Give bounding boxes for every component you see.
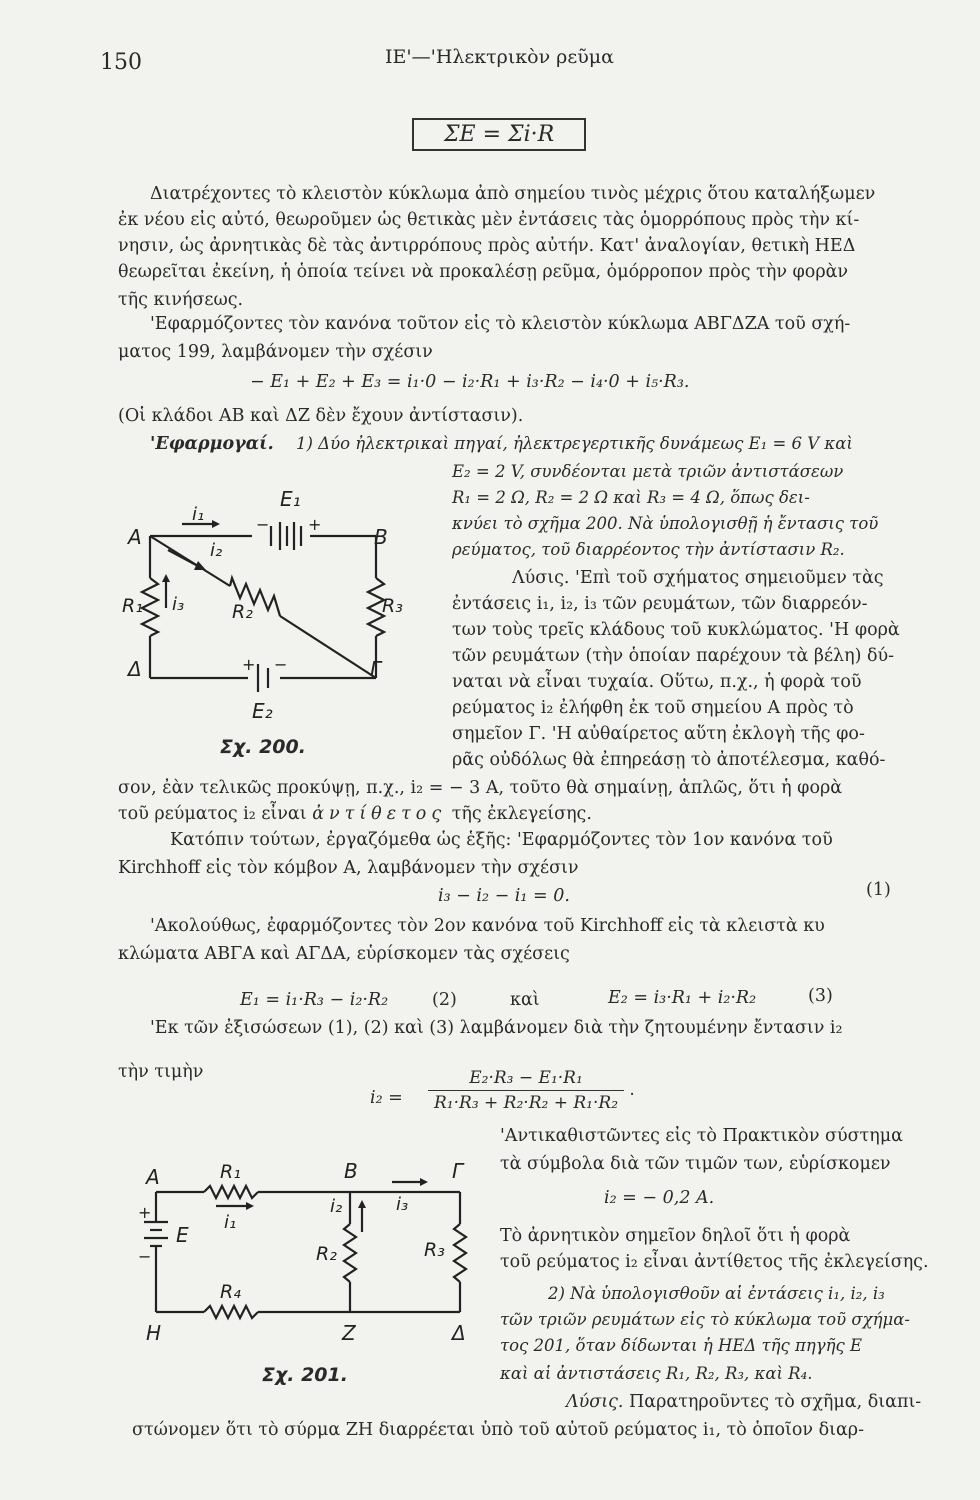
- solution-line: των τοὺς τρεῖς κλάδους τοῦ κυκλώματος. 'Η φορὰ: [452, 620, 900, 640]
- label-i3: i₃: [396, 1194, 409, 1215]
- plus-sign: +: [138, 1203, 152, 1222]
- resistor-r1: [204, 1186, 258, 1198]
- label-i3: i₃: [172, 594, 185, 615]
- fraction: [428, 1066, 635, 1115]
- fraction-numerator: E₂·R₃ − E₁·R₁: [428, 1066, 624, 1091]
- text-line: 'Αντικαθιστῶντες εἰς τὸ Πρακτικὸν σύστημα: [500, 1126, 903, 1146]
- text-line: σον, ἐὰν τελικῶς προκύψῃ, π.χ., i₂ = − 3 A, τοῦτο θὰ σημαίνῃ, ἁπλῶς, ὅτι ἡ φορὰ: [118, 778, 843, 798]
- problem-line: ρεύματος, τοῦ διαρρέοντος τὴν ἀντίστασιν R₂.: [452, 540, 845, 559]
- equation-number: (2): [432, 990, 457, 1010]
- solution-line: Λύσις. 'Επὶ τοῦ σχήματος σημειοῦμεν τὰς: [512, 568, 884, 588]
- node-label-b: B: [344, 1159, 358, 1183]
- label-r3: R₃: [382, 595, 403, 617]
- node-label-d: Δ: [128, 657, 142, 681]
- text-line: νησιν, ὡς ἀρνητικὰς δὲ τὰς ἀντιρρόπους πρὸς αὐτήν. Κατ' ἀναλογίαν, θετικὴ ΗΕΔ: [118, 236, 856, 256]
- problem-line: E₂ = 2 V, συνδέονται μετὰ τριῶν ἀντιστάσεων: [452, 462, 844, 481]
- label-e1: E₁: [280, 487, 301, 511]
- text-line: τὰ σύμβολα διὰ τῶν τιμῶν των, εὑρίσκομεν: [500, 1154, 891, 1174]
- text-line: Διατρέχοντες τὸ κλειστὸν κύκλωμα ἀπὸ σημείου τινὸς μέχρις ὅτου καταλήξωμεν: [150, 184, 876, 204]
- text-line: Κατόπιν τούτων, ἐργαζόμεθα ὡς ἑξῆς: 'Εφαρμόζοντες τὸν 1ον κανόνα τοῦ: [170, 830, 833, 850]
- problem-line: καὶ αἱ ἀντιστάσεις R₁, R₂, R₃, καὶ R₄.: [500, 1364, 813, 1383]
- node-label-a: A: [146, 1165, 160, 1189]
- problem-line: τος 201, ὅταν δίδωνται ἡ ΗΕΔ τῆς πηγῆς Ε: [500, 1336, 863, 1355]
- solution-line: σημεῖον Γ. 'Η αὐθαίρετος αὕτη ἐκλογὴ τῆς φο-: [452, 724, 865, 744]
- text-line: θεωρεῖται ἐκείνη, ἡ ὁποία τείνει νὰ προκαλέσῃ ρεῦμα, ὁμόρροπον πρὸς τὴν φορὰν: [118, 262, 849, 282]
- solution-label: Λύσις.: [566, 1392, 624, 1412]
- problem-line: τῶν τριῶν ρευμάτων εἰς τὸ κύκλωμα τοῦ σχήμα-: [500, 1310, 910, 1329]
- problem-line: κνύει τὸ σχῆμα 200. Νὰ ὑπολογισθῇ ἡ ἔντασις τοῦ: [452, 514, 879, 533]
- node-label-g: Γ: [370, 657, 382, 681]
- text-line: [118, 802, 592, 826]
- kirchhoff-formula-box: ΣE = Σi·R: [412, 118, 586, 151]
- circuit-figure-201: [120, 1152, 490, 1362]
- arrowhead: [246, 1202, 254, 1210]
- text-line: τὴν τιμὴν: [118, 1062, 204, 1082]
- resistor-r3: [454, 1224, 466, 1282]
- solution-line: τῶν ρευμάτων (τὴν ὁποίαν παρέχουν τὰ βέλη) δύ-: [452, 646, 895, 666]
- text-line: 'Ακολούθως, ἐφαρμόζοντες τὸν 2ον κανόνα τοῦ Kirchhoff εἰς τὰ κλειστὰ κυ: [150, 916, 825, 936]
- fraction-denominator: R₁·R₃ + R₂·R₂ + R₁·R₂: [434, 1093, 619, 1113]
- circuit-figure-200: [120, 478, 420, 768]
- solution-line: ναται νὰ εἶναι τυχαία. Οὕτω, π.χ., ἡ φορὰ τοῦ: [452, 672, 862, 692]
- result-value: i₂ = − 0,2 A.: [604, 1188, 715, 1208]
- label-i2: i₂: [210, 540, 223, 561]
- label-r1: R₁: [220, 1161, 241, 1183]
- text-line: τοῦ ρεύματος i₂ εἶναι ἀντίθετος τῆς ἐκλεγείσης.: [500, 1252, 929, 1272]
- label-i1: i₁: [224, 1212, 237, 1233]
- minus-sign: −: [256, 515, 270, 534]
- figure-caption-201: Σχ. 201.: [262, 1364, 348, 1386]
- diagonal-wire: [280, 616, 376, 678]
- text-line: στώνομεν ὅτι τὸ σύρμα ΖΗ διαρρέεται ὑπὸ τοῦ αὐτοῦ ρεύματος i₁, τὸ ὁποῖον διαρ-: [132, 1420, 864, 1440]
- text-line: Kirchhoff εἰς τὸν κόμβον Α, λαμβάνομεν τὴν σχέσιν: [118, 858, 579, 878]
- fraction-lhs: i₂ =: [370, 1088, 403, 1108]
- solution-line: ἐντάσεις i₁, i₂, i₃ τῶν ρευμάτων, τῶν διαρρεόν-: [452, 594, 868, 614]
- figure-caption-200: Σχ. 200.: [220, 736, 306, 758]
- text-line: κλώματα ΑΒΓΑ καὶ ΑΓΔΑ, εὑρίσκομεν τὰς σχέσεις: [118, 944, 570, 964]
- label-r2: R₂: [316, 1243, 337, 1265]
- solution-line: ρεύματος i₂ ἐλήφθη ἐκ τοῦ σημείου Α πρὸς τὸ: [452, 698, 854, 718]
- text-line: τῆς κινήσεως.: [118, 290, 244, 310]
- text-line: [566, 1390, 921, 1414]
- arrowhead: [162, 574, 170, 582]
- resistor-r1: [142, 578, 158, 636]
- resistor-r2: [344, 1224, 356, 1282]
- plus-sign: +: [242, 655, 256, 674]
- node-label-b: B: [374, 525, 388, 549]
- label-r1: R₁: [122, 595, 143, 617]
- text-line: 'Εκ τῶν ἐξισώσεων (1), (2) καὶ (3) λαμβάνομεν διὰ τὴν ζητουμένην ἔντασιν i₂: [150, 1018, 843, 1038]
- chapter-title: ΙΕ'—'Ηλεκτρικὸν ρεῦμα: [385, 46, 614, 68]
- node-label-h: H: [146, 1321, 162, 1345]
- problem-line: 1) Δύο ἠλεκτρικαὶ πηγαί, ἠλεκτρεγερτικῆς δυνάμεως E₁ = 6 V καὶ: [296, 434, 853, 453]
- label-r3: R₃: [424, 1239, 445, 1261]
- fraction-dot: .: [629, 1080, 635, 1100]
- text-line: Τὸ ἀρνητικὸν σημεῖον δηλοῖ ὅτι ἡ φορὰ: [500, 1226, 851, 1246]
- node-label-g: Γ: [452, 1159, 464, 1183]
- label-i1: i₁: [192, 504, 205, 525]
- label-r4: R₄: [220, 1281, 241, 1303]
- text-line: (Οἱ κλάδοι ΑΒ καὶ ΔΖ δὲν ἔχουν ἀντίστασιν).: [118, 406, 524, 426]
- problem-line: 2) Νὰ ὑπολογισθοῦν αἱ ἐντάσεις i₁, i₂, i₃: [548, 1284, 885, 1303]
- text-span: Παρατηροῦντες τὸ σχῆμα, διαπι-: [629, 1392, 922, 1412]
- equation-number: (1): [866, 880, 891, 900]
- equation-2: E₁ = i₁·R₃ − i₂·R₂: [240, 990, 389, 1010]
- equation-1: i₃ − i₂ − i₁ = 0.: [438, 886, 570, 906]
- arrowhead: [420, 1178, 428, 1186]
- label-e: E: [176, 1223, 189, 1247]
- loop-equation: − E₁ + E₂ + E₃ = i₁·0 − i₂·R₁ + i₃·R₂ − i₄·0 + i₅·R₃.: [250, 372, 690, 392]
- text-span: τῆς ἐκλεγείσης.: [451, 804, 592, 824]
- solution-line: ρᾶς οὐδόλως θὰ ἐπηρεάσῃ τὸ ἀποτέλεσμα, καθό-: [452, 750, 886, 770]
- label-i2: i₂: [330, 1196, 343, 1217]
- applications-heading: 'Εφαρμογαί.: [150, 434, 274, 454]
- arrowhead: [358, 1200, 366, 1208]
- equation-number: (3): [808, 986, 833, 1006]
- emphasis-text: ἀντίθετος: [312, 804, 447, 824]
- node-label-a: A: [128, 525, 142, 549]
- problem-line: R₁ = 2 Ω, R₂ = 2 Ω καὶ R₃ = 4 Ω, ὅπως δει-: [452, 488, 810, 507]
- equation-3: E₂ = i₃·R₁ + i₂·R₂: [608, 988, 757, 1008]
- minus-sign: −: [138, 1247, 152, 1266]
- label-r2: R₂: [232, 601, 253, 623]
- arrow-i2: [168, 550, 198, 566]
- text-span: τοῦ ρεύματος i₂ εἶναι: [118, 804, 307, 824]
- arrowhead: [212, 520, 220, 528]
- text-line: 'Εφαρμόζοντες τὸν κανόνα τοῦτον εἰς τὸ κλειστὸν κύκλωμα ΑΒΓΔΖΑ τοῦ σχή-: [150, 314, 851, 334]
- node-label-z: Z: [342, 1321, 356, 1345]
- page-number: 150: [100, 50, 142, 75]
- minus-sign: −: [274, 655, 288, 674]
- text-span: καὶ: [510, 990, 540, 1010]
- label-e2: E₂: [252, 699, 273, 723]
- resistor-r4: [204, 1306, 258, 1318]
- text-line: ματος 199, λαμβάνομεν τὴν σχέσιν: [118, 342, 433, 362]
- plus-sign: +: [308, 515, 322, 534]
- node-label-d: Δ: [452, 1321, 466, 1345]
- text-line: ἐκ νέου εἰς αὐτό, θεωροῦμεν ὡς θετικὰς μὲν ἐντάσεις τὰς ὁμορρόπους πρὸς τὴν κί-: [118, 210, 860, 230]
